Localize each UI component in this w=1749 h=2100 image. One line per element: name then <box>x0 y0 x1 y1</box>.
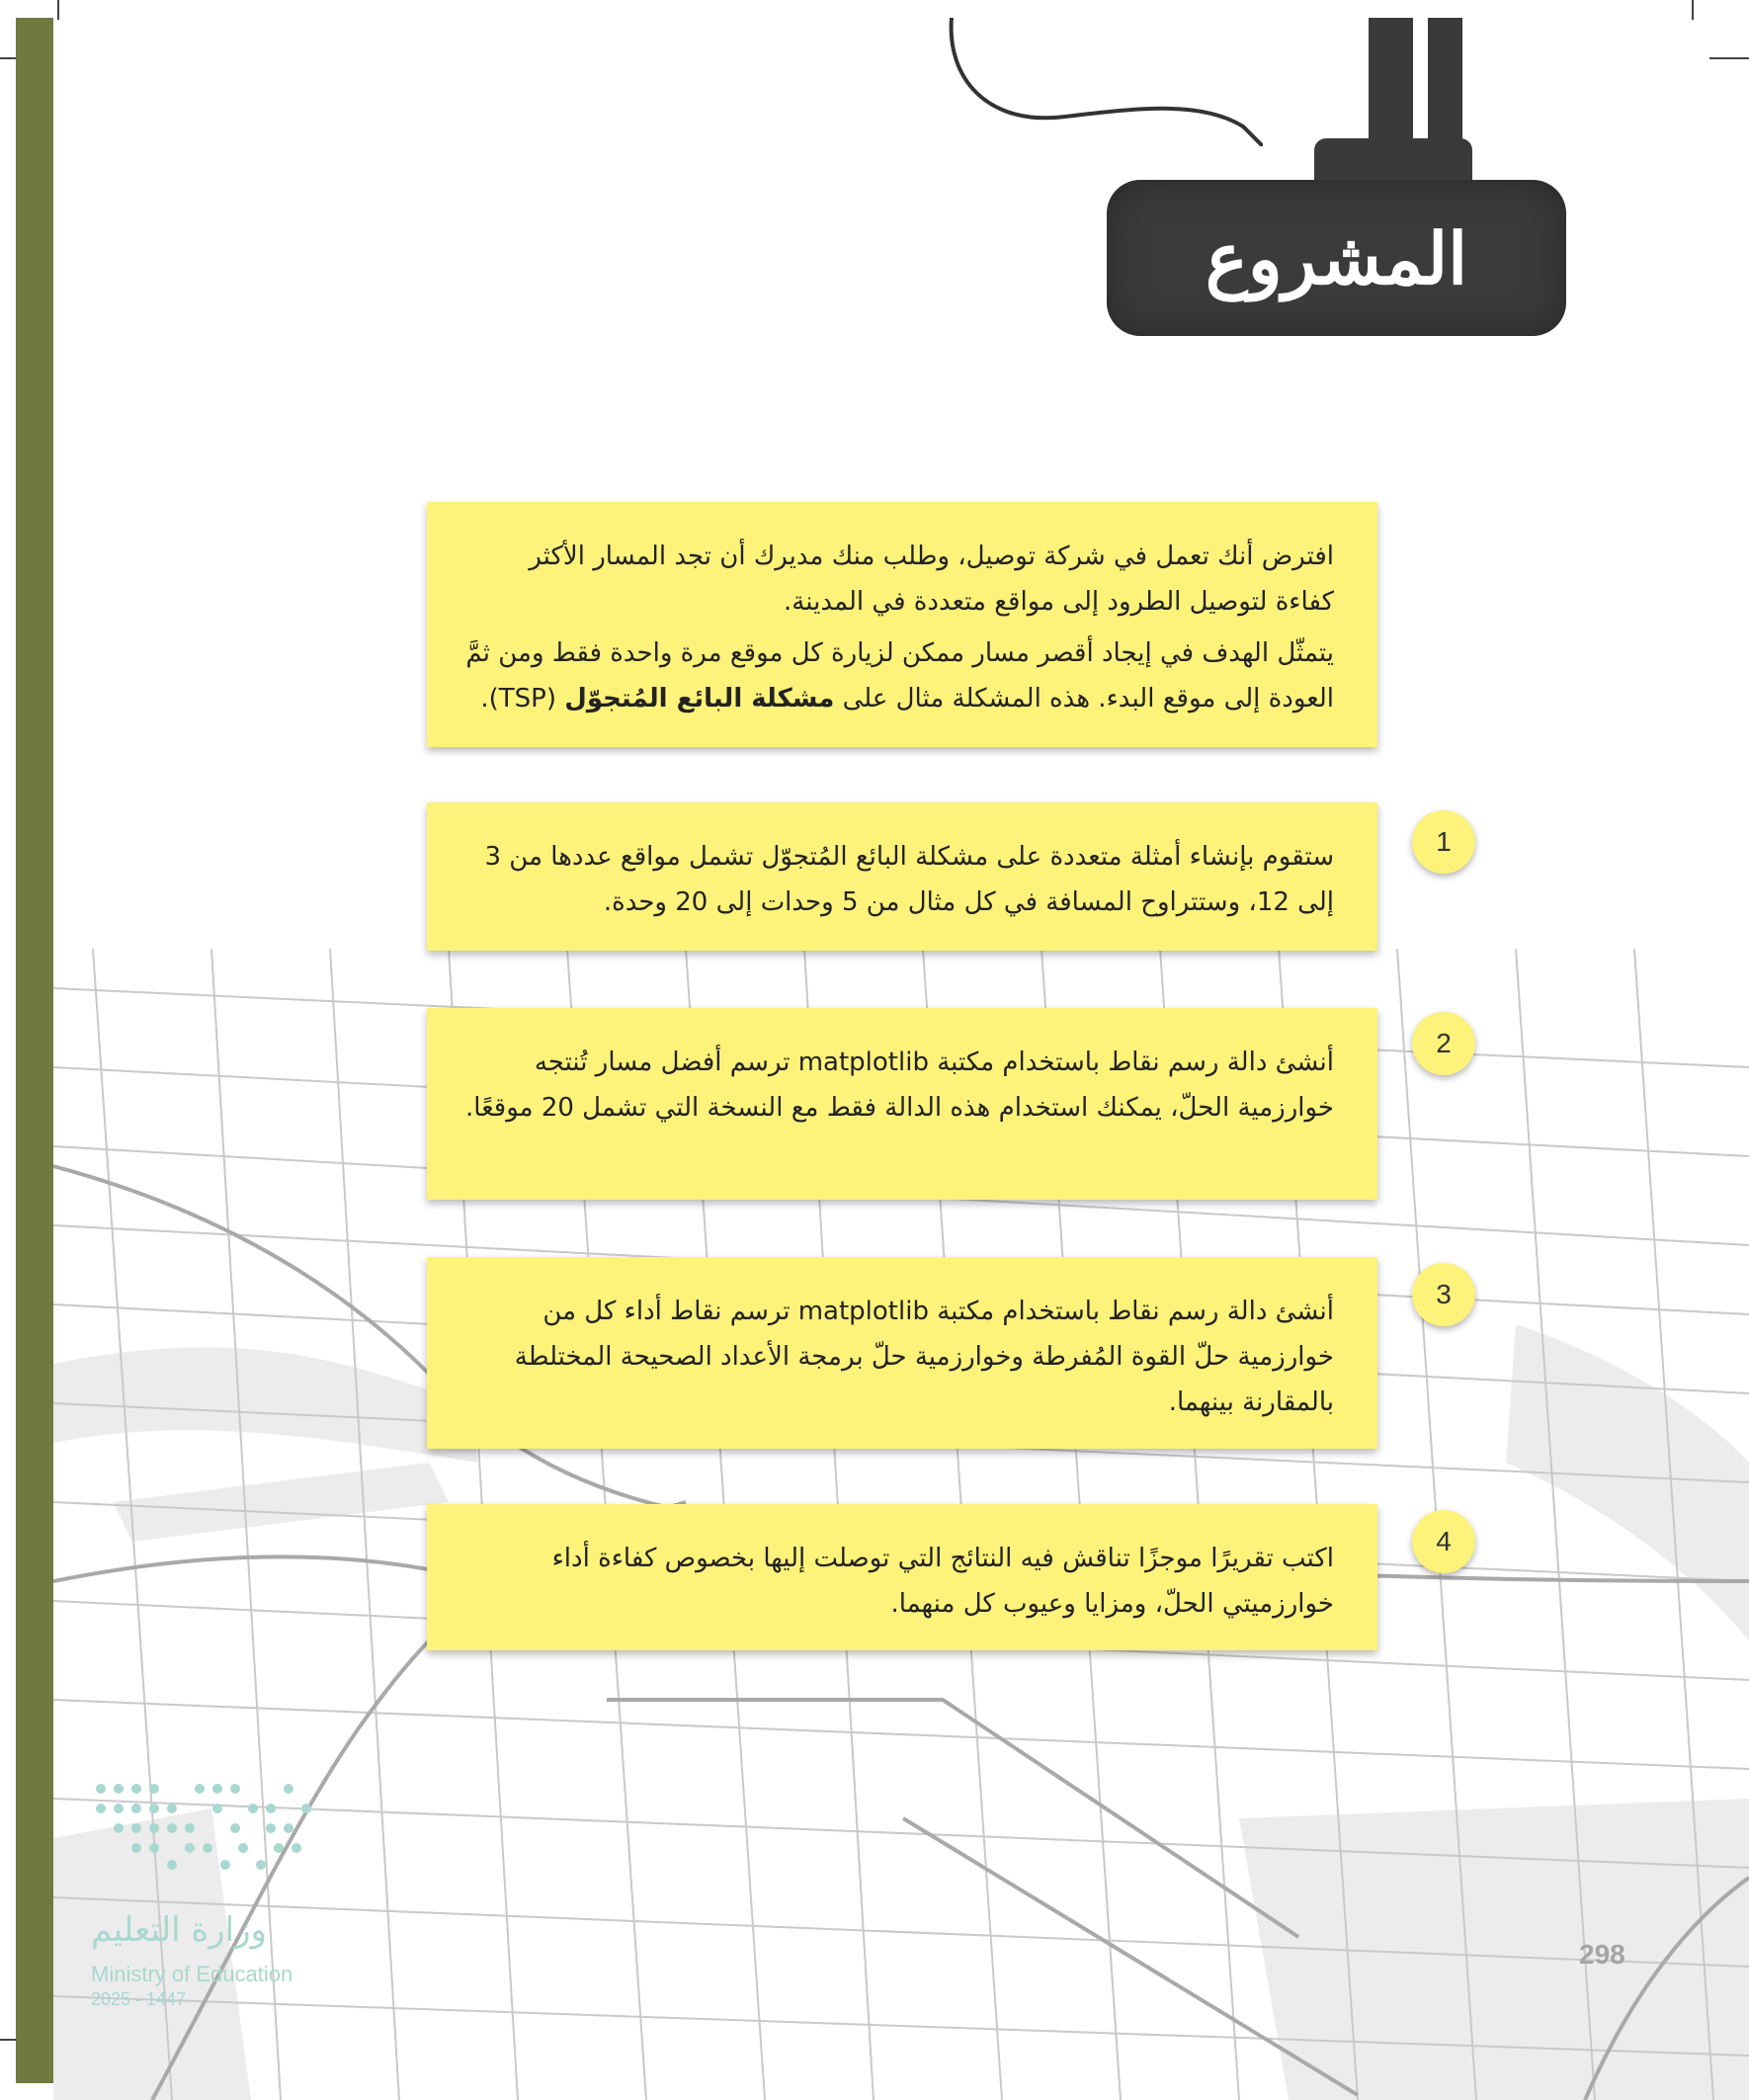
intro-paragraph-2-text: يتمثّل الهدف في إيجاد أقصر مسار ممكن لزيارة كل موقع مرة واحدة فقط ومن ثمَّ العودة إلى موقع البدء. هذه المشكلة مثال على <box>465 638 1334 714</box>
crop-mark <box>1709 57 1749 59</box>
intro-paragraph-1: افترض أنك تعمل في شركة توصيل، وطلب منك مديرك أن تجد المسار الأكثر كفاءة لتوصيل الطرود إلى مواقع متعددة في المدينة. <box>529 542 1334 617</box>
task-number: 1 <box>1436 826 1452 857</box>
task-text: أنشئ دالة رسم نقاط باستخدام مكتبة matplotlib ترسم نقاط أداء كل من خوارزمية حلّ القوة المُفرطة وخوارزمية حلّ برمجة الأعداد الصحيحة المختلطة بالمقارنة بينهما. <box>514 1297 1334 1417</box>
intro-paragraph-2 <box>464 630 1334 721</box>
task-number-badge <box>1412 1510 1475 1573</box>
header-banner <box>1107 180 1566 336</box>
task-number: 2 <box>1436 1028 1452 1058</box>
task-number-badge <box>1412 1012 1475 1075</box>
task-card <box>427 802 1377 951</box>
page-number: 298 <box>1579 1939 1625 1970</box>
ministry-logo <box>91 1774 318 2009</box>
task-card <box>427 1504 1377 1650</box>
page-title: المشروع <box>1205 215 1468 300</box>
intro-card <box>427 502 1377 747</box>
task-text: ستقوم بإنشاء أمثلة متعددة على مشكلة البائع المُتجوّل تشمل مواقع عددها من 3 إلى 12، وستتراوح المسافة في كل مثال من 5 وحدات إلى 20 وحدة. <box>484 842 1334 917</box>
task-number-badge <box>1412 1263 1475 1326</box>
edition-year: 2025 - 1447 <box>91 1989 187 2009</box>
task-number: 4 <box>1436 1526 1452 1556</box>
ministry-name-arabic: وزارة التعليم <box>91 1910 267 1950</box>
header-cord-decoration <box>947 18 1263 146</box>
task-number: 3 <box>1436 1279 1452 1309</box>
tsp-abbreviation: (TSP). <box>480 684 557 714</box>
ministry-logo-dots <box>91 1774 318 1873</box>
task-card <box>427 1008 1377 1200</box>
ministry-name-english: Ministry of Education <box>91 1962 293 1986</box>
task-text: اكتب تقريرًا موجزًا تناقش فيه النتائج التي توصلت إليها بخصوص كفاءة أداء خوارزميتي الحلّ، ومزايا وعيوب كل منهما. <box>551 1544 1334 1619</box>
crop-mark <box>57 0 59 20</box>
task-number-badge <box>1412 810 1475 874</box>
task-text: أنشئ دالة رسم نقاط باستخدام مكتبة matplotlib ترسم أفضل مسار تُنتجه خوارزمية الحلّ، يمكنك استخدام هذه الدالة فقط مع النسخة التي تشمل 20 موقعًا. <box>465 1048 1334 1123</box>
crop-mark <box>1692 0 1694 20</box>
task-card <box>427 1257 1377 1449</box>
sidebar-strip <box>16 18 53 2083</box>
tsp-term: مشكلة البائع المُتجوّل <box>564 684 835 714</box>
